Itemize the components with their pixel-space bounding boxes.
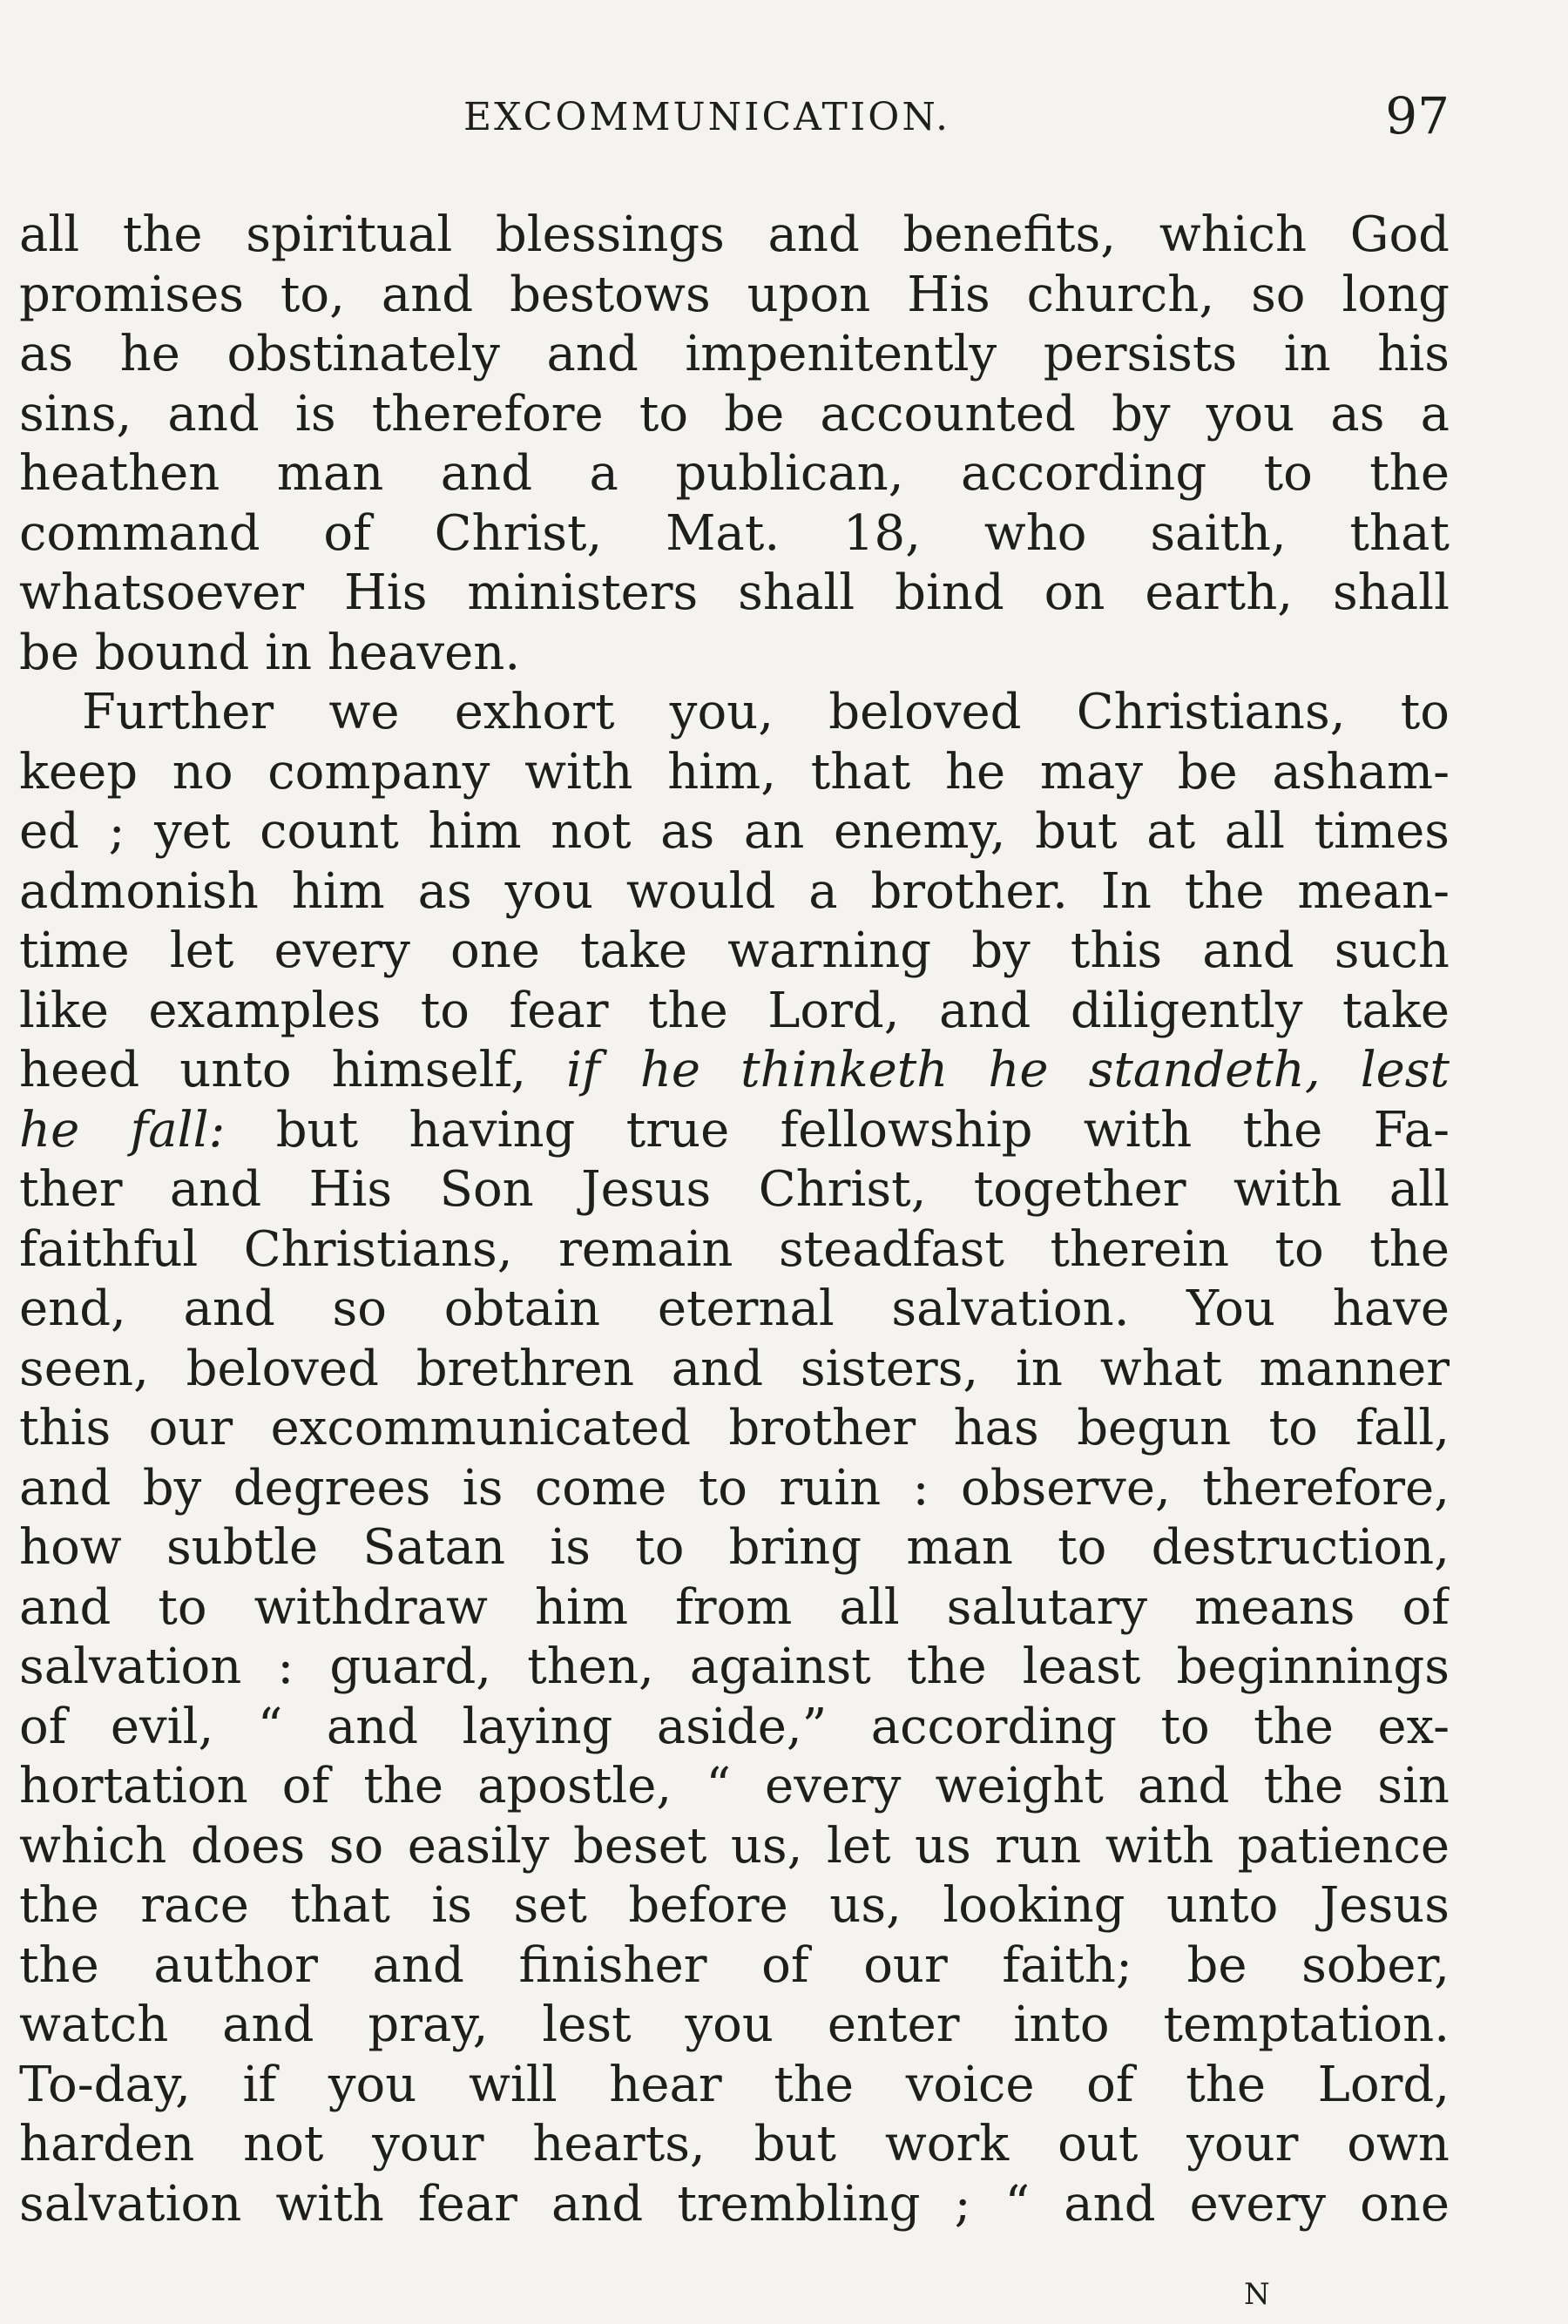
italic-quotation: he fall: <box>19 1101 226 1159</box>
text-line: as he obstinately and impenitently persists in his <box>19 326 1450 382</box>
text-line: promises to, and bestows upon His church, so long <box>19 266 1450 323</box>
text-line: and to withdraw him from all salutary means of <box>19 1578 1450 1636</box>
text-line: command of Christ, Mat. 18, who saith, that <box>19 504 1450 562</box>
text-line: ther and His Son Jesus Christ, together with all <box>19 1161 1450 1218</box>
text-segment: but having true fellowship with the Fa- <box>225 1101 1450 1159</box>
text-line: seen, beloved brethren and sisters, in what manner <box>19 1340 1450 1397</box>
text-line: whatsoever His ministers shall bind on earth, shall <box>19 564 1450 621</box>
text-line: be bound in heaven. <box>19 624 521 681</box>
text-line: this our excommunicated brother has begun to fall, <box>19 1400 1450 1456</box>
text-line: harden not your hearts, but work out your own <box>19 2116 1450 2172</box>
text-line: Further we exhort you, beloved Christians, to <box>82 684 1450 740</box>
text-line: keep no company with him, that he may be asham- <box>19 743 1450 801</box>
text-line: and by degrees is come to ruin : observe, therefore, <box>19 1459 1450 1517</box>
signature-mark: N <box>1244 2277 1272 2312</box>
text-line: the race that is set before us, looking unto Jesus <box>19 1877 1450 1934</box>
italic-quotation: if he thinketh he standeth, lest <box>566 1042 1450 1098</box>
text-line: salvation : guard, then, against the least beginnings <box>19 1638 1450 1695</box>
text-line: time let every one take warning by this and such <box>19 922 1450 979</box>
page-header <box>19 86 1450 145</box>
text-line: sins, and is therefore to be accounted by you as a <box>19 385 1450 443</box>
text-line <box>19 1041 1450 1101</box>
text-line: like examples to fear the Lord, and diligently take <box>19 982 1450 1039</box>
running-head: EXCOMMUNICATION. <box>463 95 950 139</box>
text-line: watch and pray, lest you enter into temptation. <box>19 1996 1450 2053</box>
text-line: admonish him as you would a brother. In the mean- <box>19 862 1450 920</box>
text-line: of evil, “ and laying aside,” according to the ex- <box>19 1698 1450 1755</box>
body-text <box>19 206 1450 2234</box>
text-line: which does so easily beset us, let us run with patience <box>19 1817 1450 1875</box>
text-segment: heed unto himself, <box>19 1042 567 1098</box>
text-line: heathen man and a publican, according to the <box>19 445 1450 502</box>
page-number: 97 <box>1385 86 1450 145</box>
text-line: end, and so obtain eternal salvation. You have <box>19 1280 1450 1337</box>
text-line: faithful Christians, remain steadfast therein to the <box>19 1220 1450 1278</box>
text-line: how subtle Satan is to bring man to destruction, <box>19 1519 1450 1576</box>
text-line: ed ; yet count him not as an enemy, but at all times <box>19 803 1450 860</box>
text-line: all the spiritual blessings and benefits, which God <box>19 206 1450 263</box>
text-line: hortation of the apostle, “ every weight and the sin <box>19 1758 1450 1814</box>
text-line: salvation with fear and trembling ; “ and every one <box>19 2175 1450 2233</box>
text-line: To-day, if you will hear the voice of the Lord, <box>19 2056 1450 2113</box>
text-line: the author and finisher of our faith; be sober, <box>19 1936 1450 1994</box>
text-line <box>19 1101 1450 1161</box>
